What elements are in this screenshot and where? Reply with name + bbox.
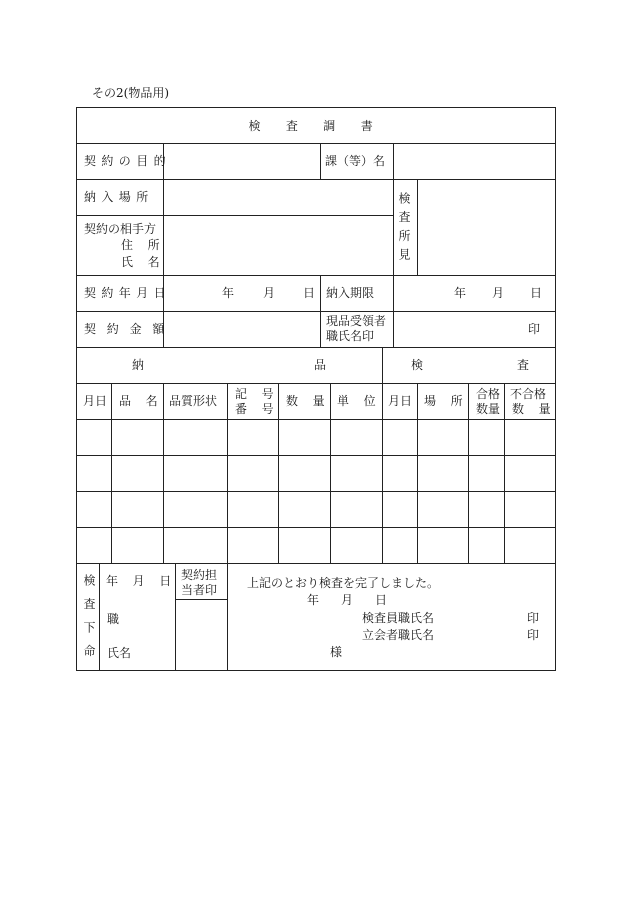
col-monthday: 月日 xyxy=(83,394,108,408)
rule-col-7 xyxy=(417,383,418,563)
contract-date-label: 契約年月日 xyxy=(84,286,172,300)
col-item: 品 名 xyxy=(119,394,164,408)
rule-col-9 xyxy=(504,383,505,563)
rule-bottom-1 xyxy=(99,563,100,670)
col-fail-2: 数 量 xyxy=(512,402,557,416)
inspection-report-form xyxy=(76,107,556,671)
col-unit: 単 位 xyxy=(337,394,382,408)
counterparty-label: 契約の相手方 xyxy=(84,222,157,236)
recipient-label-1: 現品受領者 xyxy=(326,314,387,328)
order-ymd: 年 月 日 xyxy=(106,574,177,588)
staff-label-1: 契約担 xyxy=(181,568,218,582)
inspection-section-label: 検 xyxy=(411,358,424,372)
rule-deadline-right xyxy=(393,275,394,347)
form-title: 検 査 調 書 xyxy=(248,119,384,133)
purpose-label: 契約の目的 xyxy=(84,154,172,168)
order-label: 検査下命 xyxy=(82,574,96,668)
rule-place-bottom xyxy=(77,215,393,216)
col-fail-1: 不合格 xyxy=(510,387,547,401)
rule-title-bottom xyxy=(77,143,555,144)
rule-opinion-right xyxy=(417,179,418,275)
contract-day: 日 xyxy=(303,286,316,300)
rule-date-bottom xyxy=(77,311,555,312)
rule-bottom-3 xyxy=(227,563,228,670)
delivery-place-label: 納入場所 xyxy=(84,190,154,204)
contract-year: 年 xyxy=(222,286,235,300)
witness-seal: 印 xyxy=(527,628,540,642)
rule-col-5 xyxy=(330,383,331,563)
rule-section-value xyxy=(393,143,394,179)
col-pass-1: 合格 xyxy=(476,387,501,401)
rule-amount-bottom xyxy=(77,347,555,348)
delivery-section-label: 納 xyxy=(132,358,145,372)
deadline-label: 納入期限 xyxy=(326,286,375,300)
rule-row4-bottom xyxy=(77,563,555,564)
rule-purpose-bottom xyxy=(77,179,555,180)
rule-deadline-left xyxy=(320,275,321,347)
rule-header-bottom xyxy=(77,419,555,420)
form-caption: その2(物品用) xyxy=(92,86,169,100)
order-job: 職 xyxy=(107,612,120,626)
rule-row2-bottom xyxy=(77,491,555,492)
rule-col-8 xyxy=(468,383,469,563)
completion-day: 日 xyxy=(375,593,388,607)
delivery-section-label-2: 品 xyxy=(314,358,327,372)
address-label: 住 所 xyxy=(121,238,166,252)
rule-row1-bottom xyxy=(77,455,555,456)
col-code-2: 番 号 xyxy=(235,402,280,416)
sama-label: 様 xyxy=(330,645,343,659)
rule-opinion-left xyxy=(393,179,394,275)
contract-month: 月 xyxy=(263,286,276,300)
col-place: 場 所 xyxy=(424,394,469,408)
rule-section-bottom xyxy=(77,383,555,384)
col-qty: 数 量 xyxy=(286,394,331,408)
completion-month: 月 xyxy=(341,593,354,607)
rule-staff-bottom xyxy=(175,599,227,600)
rule-col-1 xyxy=(111,383,112,563)
deadline-month: 月 xyxy=(492,286,505,300)
col-pass-2: 数量 xyxy=(476,402,501,416)
rule-row3-bottom xyxy=(77,527,555,528)
col-code-1: 記 号 xyxy=(235,387,280,401)
rule-party-bottom xyxy=(77,275,555,276)
rule-section-divider xyxy=(382,347,383,563)
opinion-label: 検査所見 xyxy=(397,192,411,267)
inspector-seal: 印 xyxy=(527,611,540,625)
completion-year: 年 xyxy=(307,593,320,607)
witness-label: 立会者職氏名 xyxy=(362,628,435,642)
inspection-section-label-2: 査 xyxy=(517,358,530,372)
inspector-label: 検査員職氏名 xyxy=(362,611,435,625)
completion-statement: 上記のとおり検査を完了しました。 xyxy=(247,576,440,590)
name-label: 氏 名 xyxy=(121,255,166,269)
deadline-day: 日 xyxy=(530,286,543,300)
rule-purpose-mid xyxy=(320,143,321,179)
recipient-seal: 印 xyxy=(528,322,541,336)
rule-col-3 xyxy=(227,383,228,563)
recipient-label-2: 職氏名印 xyxy=(326,329,375,343)
rule-col-2 xyxy=(163,383,164,563)
col-spec: 品質形状 xyxy=(169,394,218,408)
deadline-year: 年 xyxy=(454,286,467,300)
staff-label-2: 当者印 xyxy=(181,583,218,597)
col-monthday-2: 月日 xyxy=(388,394,413,408)
amount-label: 契約金額 xyxy=(84,322,176,336)
order-name: 氏名 xyxy=(107,646,132,660)
section-label: 課（等）名 xyxy=(325,154,386,168)
